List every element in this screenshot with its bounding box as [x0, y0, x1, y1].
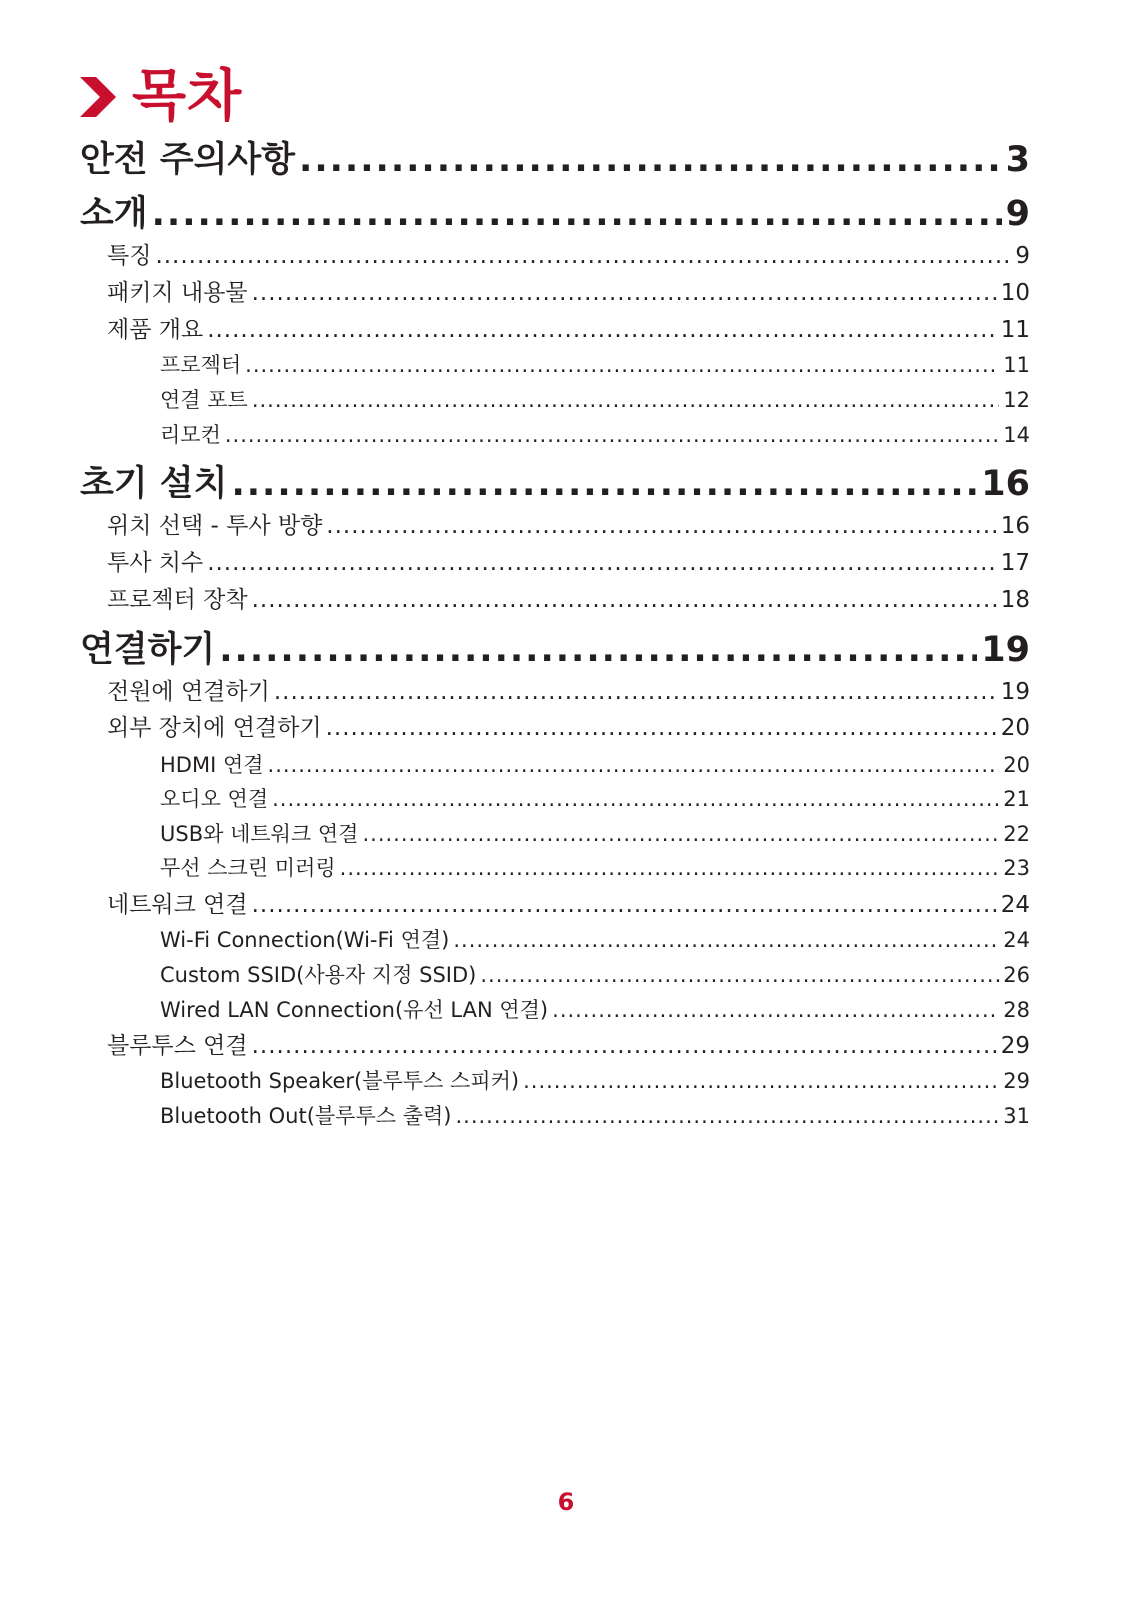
toc-entry-title: 프로젝터 [160, 353, 242, 377]
toc-entry[interactable] [160, 1064, 1030, 1092]
toc-entry[interactable] [160, 348, 1030, 376]
toc-leader-dots [326, 515, 996, 538]
toc-entry-title: 특징 [107, 243, 152, 269]
toc-entry-title: Wi-Fi Connection(Wi-Fi 연결) [160, 928, 450, 952]
toc-leader-dots [207, 552, 997, 575]
toc-entry-page: 9 [1015, 243, 1030, 269]
toc-entry-page: 16 [1000, 513, 1030, 539]
toc-leader-dots [207, 319, 997, 342]
toc-leader-dots [268, 755, 1000, 776]
toc-entry[interactable] [107, 1028, 1030, 1058]
toc-entry-title: 연결하기 [80, 630, 216, 670]
toc-entry-page: 9 [1005, 194, 1030, 234]
toc-entry-page: 11 [1000, 317, 1030, 343]
toc-entry-title: 오디오 연결 [160, 787, 269, 811]
toc-entry-title: 패키지 내용물 [107, 280, 248, 306]
toc-leader-dots [299, 143, 1002, 178]
toc-entry-title: 외부 장치에 연결하기 [107, 715, 322, 741]
toc-entry-page: 3 [1005, 140, 1030, 180]
toc-leader-dots [480, 965, 999, 986]
toc-entry-page: 28 [1003, 998, 1030, 1022]
toc-leader-dots [523, 1071, 999, 1092]
toc-entry-page: 24 [1000, 892, 1030, 918]
toc-entry-page: 14 [1003, 423, 1030, 447]
toc-entry-title: 전원에 연결하기 [107, 679, 270, 705]
toc-entry[interactable] [160, 923, 1030, 951]
toc-entry-page: 12 [1003, 388, 1030, 412]
toc-leader-dots [219, 633, 977, 668]
toc-entry-page: 11 [1003, 353, 1030, 377]
toc-leader-dots [245, 355, 999, 376]
toc-entry[interactable] [160, 958, 1030, 986]
toc-entry-page: 22 [1003, 822, 1030, 846]
toc-leader-dots [453, 930, 999, 951]
toc-entry[interactable] [107, 582, 1030, 612]
toc-entry[interactable] [107, 508, 1030, 538]
toc-leader-dots [252, 282, 997, 305]
toc-entry[interactable] [107, 238, 1030, 268]
toc-entry[interactable] [160, 817, 1030, 845]
toc-entry[interactable] [107, 710, 1030, 740]
page-number: 6 [557, 1488, 575, 1516]
toc-entry-title: 소개 [80, 194, 148, 234]
toc-leader-dots [252, 390, 999, 411]
toc-leader-dots [252, 589, 997, 612]
toc-entry[interactable] [160, 383, 1030, 411]
toc-leader-dots [552, 1000, 999, 1021]
toc-entry[interactable] [80, 136, 1030, 178]
toc-leader-dots [155, 245, 1011, 268]
toc-leader-dots [252, 1035, 997, 1058]
toc-entry-page: 23 [1003, 856, 1030, 880]
toc-entry-page: 26 [1003, 963, 1030, 987]
toc-leader-dots [340, 858, 1000, 879]
toc-entry-page: 31 [1003, 1104, 1030, 1128]
toc-entry[interactable] [160, 851, 1030, 879]
toc-leader-dots [326, 717, 997, 740]
toc-entry-page: 10 [1000, 280, 1030, 306]
toc-entry-page: 29 [1000, 1033, 1030, 1059]
toc-entry-page: 21 [1003, 787, 1030, 811]
toc-entry[interactable] [107, 275, 1030, 305]
toc-entry-title: 투사 치수 [107, 550, 204, 576]
toc-entry[interactable] [160, 748, 1030, 776]
toc-entry[interactable] [80, 460, 1030, 502]
toc-entry-title: 초기 설치 [80, 464, 228, 504]
toc-entry[interactable] [107, 545, 1030, 575]
toc-entry-title: Bluetooth Speaker(블루투스 스피커) [160, 1069, 520, 1093]
toc-entry-page: 20 [1003, 753, 1030, 777]
toc-leader-dots [455, 1106, 999, 1127]
toc-leader-dots [252, 894, 997, 917]
toc-entry-page: 16 [981, 464, 1030, 504]
toc-entry-title: Wired LAN Connection(유선 LAN 연결) [160, 998, 549, 1022]
toc-entry-title: 네트워크 연결 [107, 892, 248, 918]
toc-entry[interactable] [80, 626, 1030, 668]
toc-entry-title: Bluetooth Out(블루투스 출력) [160, 1104, 452, 1128]
toc-entry[interactable] [107, 674, 1030, 704]
toc-leader-dots [274, 681, 997, 704]
toc-leader-dots [362, 824, 999, 845]
page-title-text: 목차 [132, 64, 243, 129]
toc-entry-title: 위치 선택 - 투사 방향 [107, 513, 323, 539]
toc-entry-title: 제품 개요 [107, 317, 204, 343]
toc-entry[interactable] [107, 312, 1030, 342]
toc-entry[interactable] [160, 1099, 1030, 1127]
toc-leader-dots [152, 197, 1002, 232]
toc-entry-page: 24 [1003, 928, 1030, 952]
toc-entry-title: 무선 스크린 미러링 [160, 856, 336, 880]
toc-entry-title: 안전 주의사항 [80, 140, 296, 180]
toc-entry-title: 블루투스 연결 [107, 1033, 248, 1059]
toc-leader-dots [225, 425, 999, 446]
toc-entry-page: 29 [1003, 1069, 1030, 1093]
toc-entry-page: 17 [1000, 550, 1030, 576]
toc-entry-title: 연결 포트 [160, 388, 248, 412]
toc-entry[interactable] [160, 993, 1030, 1021]
toc-entry[interactable] [160, 418, 1030, 446]
toc-entry-page: 19 [1000, 679, 1030, 705]
toc-entry-title: 리모컨 [160, 423, 221, 447]
toc-entry-title: HDMI 연결 [160, 753, 264, 777]
toc-entry-page: 20 [1000, 715, 1030, 741]
toc-leader-dots [272, 789, 999, 810]
toc-entry[interactable] [80, 190, 1030, 232]
toc-entry-page: 19 [981, 630, 1030, 670]
toc-entry[interactable] [160, 782, 1030, 810]
toc-entry-title: Custom SSID(사용자 지정 SSID) [160, 963, 477, 987]
toc-entry[interactable] [107, 887, 1030, 917]
toc-entry-page: 18 [1000, 587, 1030, 613]
toc-entry-title: 프로젝터 장착 [107, 587, 248, 613]
toc-leader-dots [231, 467, 977, 502]
toc-entry-title: USB와 네트워크 연결 [160, 822, 359, 846]
